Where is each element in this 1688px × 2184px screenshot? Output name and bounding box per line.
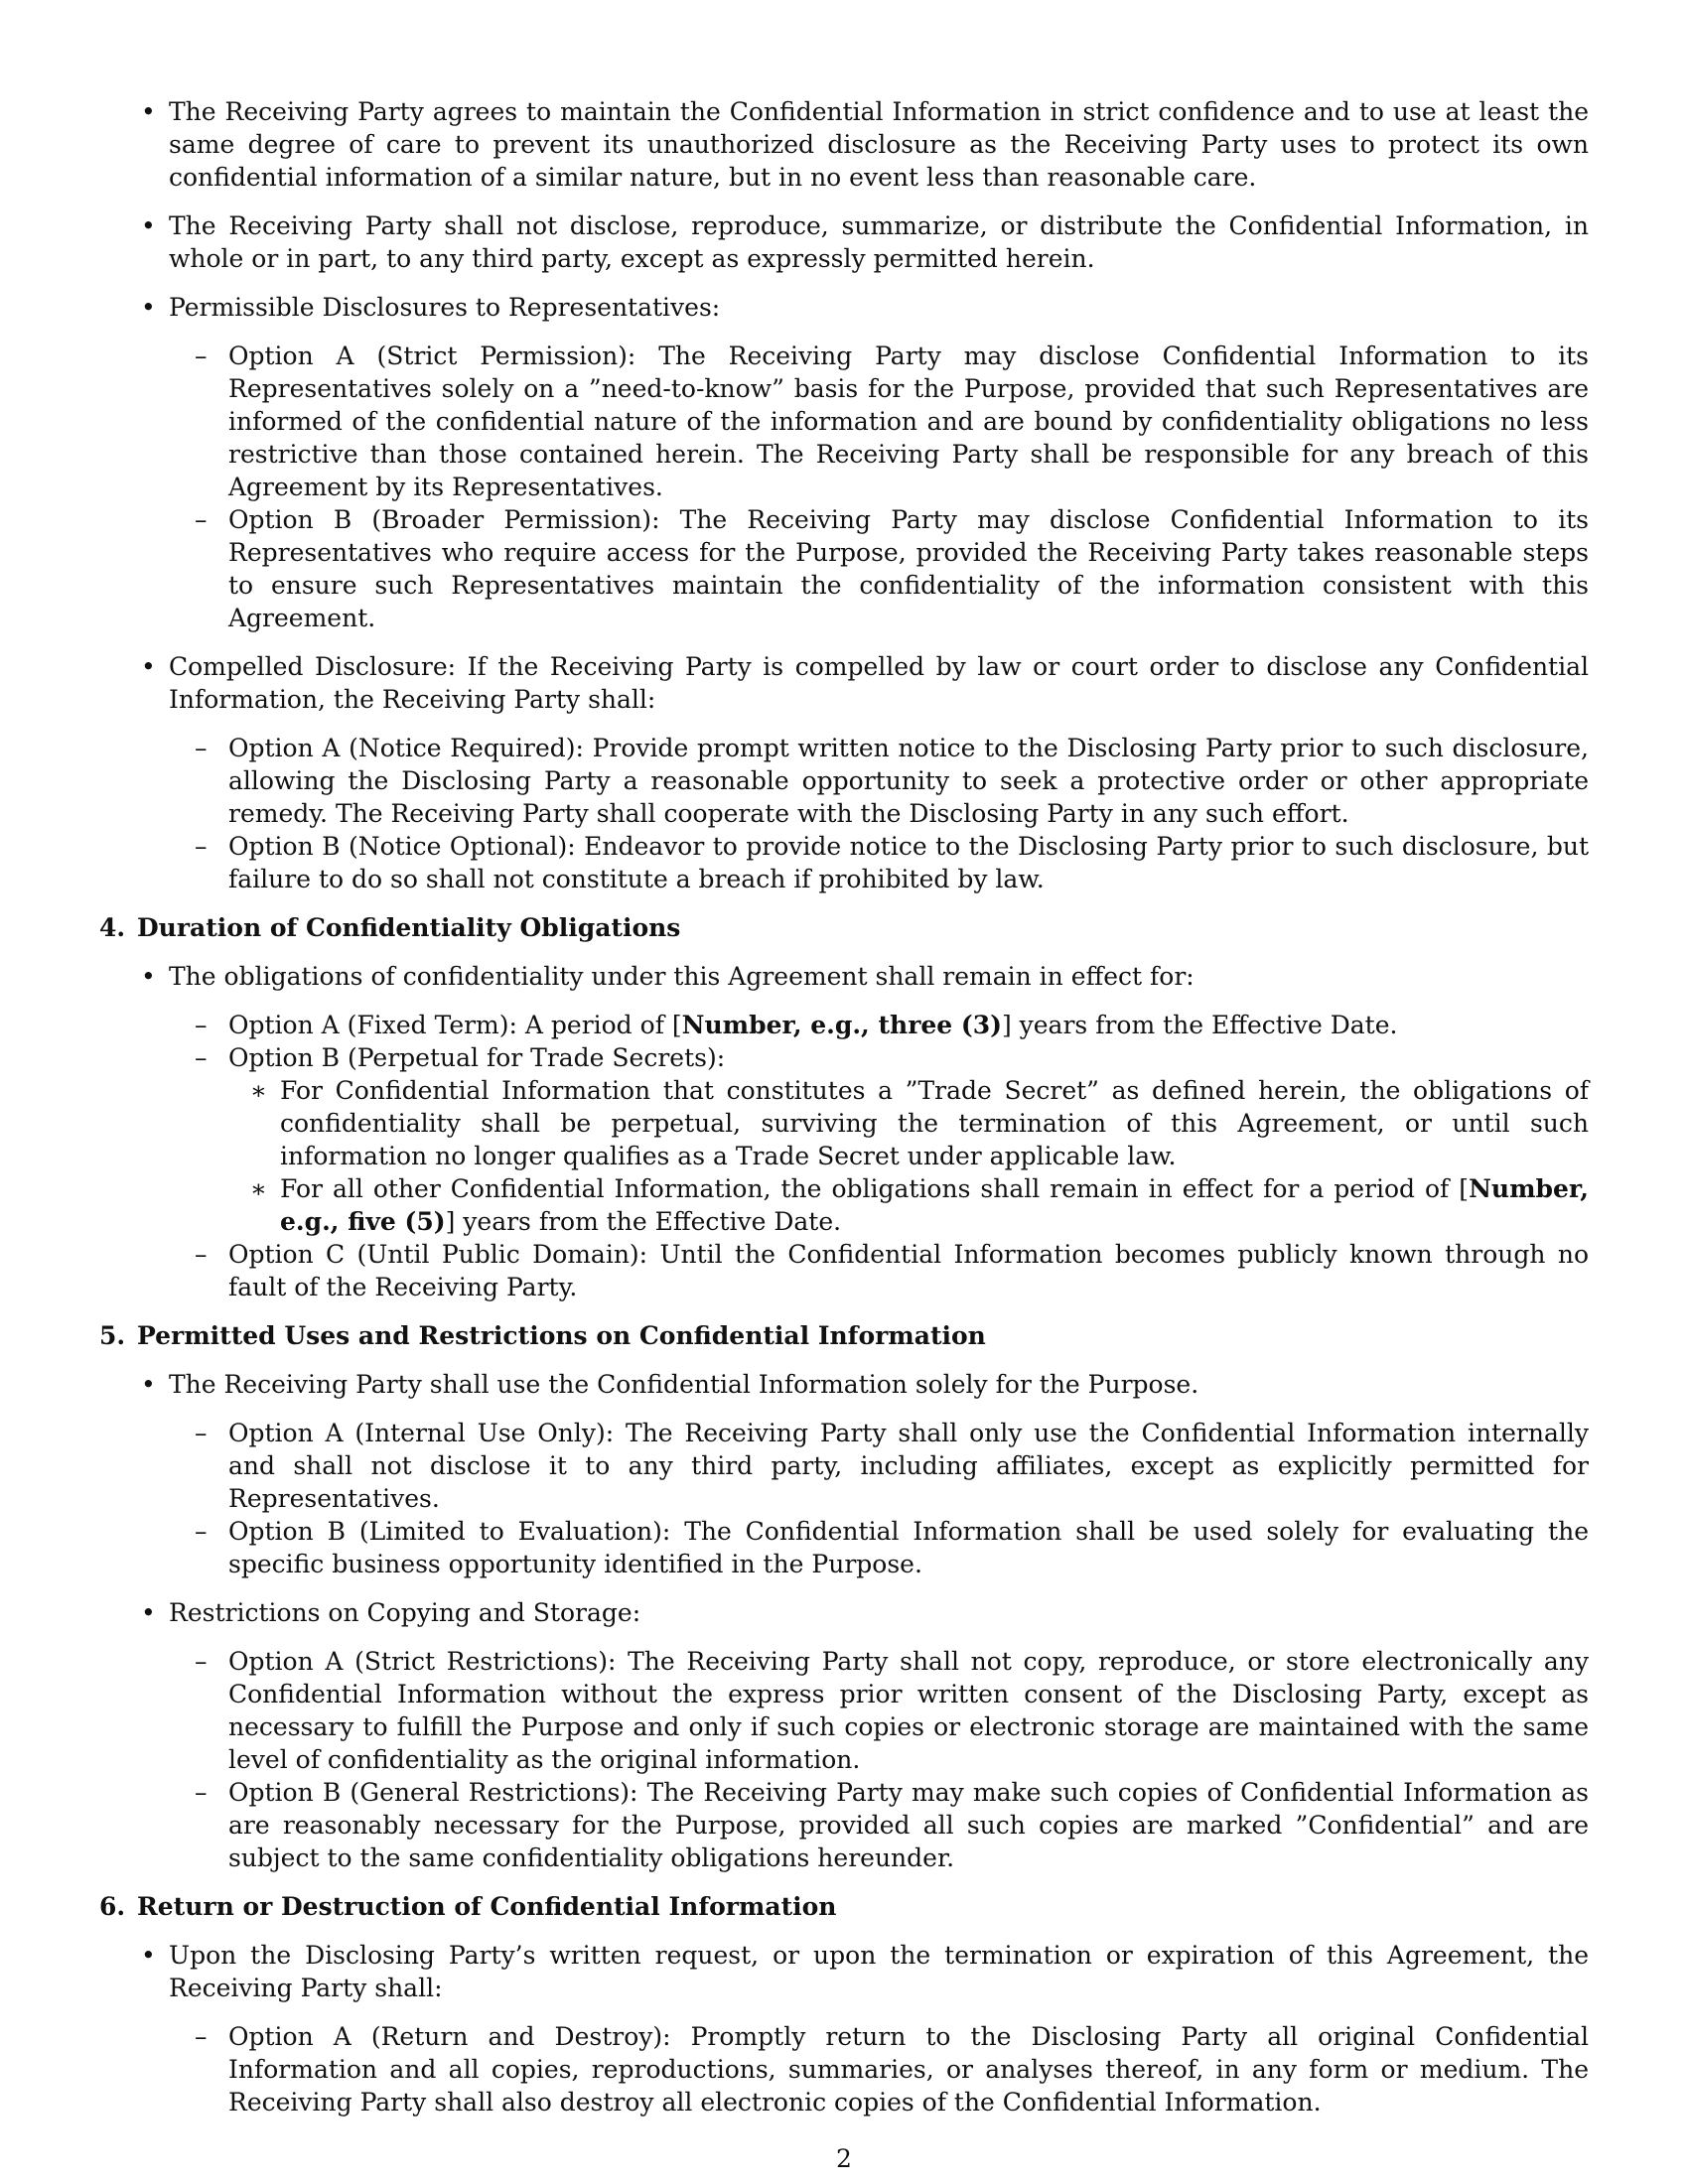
dash-marker: – bbox=[195, 1778, 208, 1807]
section-number: 5. bbox=[99, 1321, 126, 1350]
sub-list-item bbox=[99, 340, 1589, 503]
section-title: Return or Destruction of Confidential Information bbox=[137, 1892, 837, 1921]
placeholder-bold: Number, e.g., five (5) bbox=[280, 1174, 1589, 1236]
bullet-marker: • bbox=[141, 652, 156, 681]
section-heading bbox=[99, 1890, 1589, 1923]
option-text-pre: Option A (Fixed Term): A period of [ bbox=[228, 1011, 682, 1039]
sub-list-item bbox=[99, 1776, 1589, 1874]
sub-list-item bbox=[99, 1515, 1589, 1580]
bullet-marker: • bbox=[141, 962, 156, 991]
list-item bbox=[99, 1596, 1589, 1629]
option-text: Option A (Notice Required): Provide prompt written notice to the Disclosing Party prior to such disclosure, allowing the Disclosing Party a reasonable opportunity to seek a protective order or other appropriate remedy. The Receiving Party shall cooperate with the Disclosing Party in any such effort. bbox=[228, 734, 1589, 828]
sub-list-item bbox=[99, 830, 1589, 895]
sub-list-item bbox=[99, 1645, 1589, 1776]
option-text: Option A (Strict Restrictions): The Receiving Party shall not copy, reproduce, or store electronically any Confidential Information without the express prior written consent of the Disclosing Party, except as necessary to fulfill the Purpose and only if such copies or electronic storage are maintained with the same level of confidentiality as the original information. bbox=[228, 1647, 1589, 1774]
item-text-pre: For all other Confidential Information, the obligations shall remain in effect for a period of [ bbox=[280, 1174, 1470, 1203]
list-item bbox=[99, 650, 1589, 716]
section-heading bbox=[99, 1319, 1589, 1352]
option-text: Option B (General Restrictions): The Receiving Party may make such copies of Confidential Information as are reasonably necessary for the Purpose, provided all such copies are marked ”Confidential” and are subject to the same confidentiality obligations hereunder. bbox=[228, 1778, 1589, 1872]
option-text-post: ] years from the Effective Date. bbox=[1001, 1011, 1398, 1039]
dash-marker: – bbox=[195, 734, 208, 762]
option-text: Option B (Notice Optional): Endeavor to provide notice to the Disclosing Party prior to such disclosure, but failure to do so shall not constitute a breach if prohibited by law. bbox=[228, 832, 1589, 893]
section-number: 4. bbox=[99, 913, 126, 942]
dash-marker: – bbox=[195, 1419, 208, 1447]
sub-list-item bbox=[99, 1041, 1589, 1074]
list-item bbox=[99, 960, 1589, 993]
star-marker: ∗ bbox=[250, 1076, 267, 1105]
list-item bbox=[99, 1368, 1589, 1401]
bullet-text: The Receiving Party shall not disclose, reproduce, summarize, or distribute the Confidential Information, in whole or in part, to any third party, except as expressly permitted herein. bbox=[169, 211, 1589, 273]
bullet-marker: • bbox=[141, 293, 156, 322]
option-text: Option A (Return and Destroy): Promptly return to the Disclosing Party all original Confidential Information and all copies, reproductions, summaries, or analyses thereof, in any form or medium. The Receiving Party shall also destroy all electronic copies of the Confidential Information. bbox=[228, 2022, 1589, 2116]
bullet-text: Permissible Disclosures to Representatives: bbox=[169, 293, 721, 322]
sub-list-item bbox=[99, 1238, 1589, 1303]
sub-sub-list-item bbox=[99, 1172, 1589, 1238]
bullet-text: Compelled Disclosure: If the Receiving Party is compelled by law or court order to disclose any Confidential Information, the Receiving Party shall: bbox=[169, 652, 1589, 714]
option-text: Option A (Internal Use Only): The Receiving Party shall only use the Confidential Information internally and shall not disclose it to any third party, including affiliates, except as explicitly permitted for Representatives. bbox=[228, 1419, 1589, 1513]
section-number: 6. bbox=[99, 1892, 126, 1921]
option-text: Option C (Until Public Domain): Until the Confidential Information becomes publicly known through no fault of the Receiving Party. bbox=[228, 1240, 1589, 1301]
option-text: Option B (Broader Permission): The Receiving Party may disclose Confidential Information to its Representatives who require access for the Purpose, provided the Receiving Party takes reasonable steps to ensure such Representatives maintain the confidentiality of the information consistent with this Agreement. bbox=[228, 505, 1589, 632]
section-heading bbox=[99, 911, 1589, 944]
bullet-text: The Receiving Party agrees to maintain the Confidential Information in strict confidence and to use at least the same degree of care to prevent its unauthorized disclosure as the Receiving Party uses to protect its own confidential information of a similar nature, but in no event less than reasonable care. bbox=[169, 97, 1589, 192]
sub-list-item bbox=[99, 732, 1589, 830]
bullet-marker: • bbox=[141, 97, 156, 126]
dash-marker: – bbox=[195, 1043, 208, 1072]
option-text: Option B (Limited to Evaluation): The Confidential Information shall be used solely for evaluating the specific business opportunity identified in the Purpose. bbox=[228, 1517, 1589, 1578]
dash-marker: – bbox=[195, 1011, 208, 1039]
sub-list-item bbox=[99, 2020, 1589, 2118]
bullet-marker: • bbox=[141, 1941, 156, 1970]
page-number: 2 bbox=[836, 2144, 852, 2173]
dash-marker: – bbox=[195, 2022, 208, 2051]
bullet-marker: • bbox=[141, 1370, 156, 1399]
dash-marker: – bbox=[195, 505, 208, 534]
dash-marker: – bbox=[195, 1517, 208, 1546]
item-text: For Confidential Information that constitutes a ”Trade Secret” as defined herein, the obligations of confidentiality shall be perpetual, surviving the termination of this Agreement, or until such information no longer qualifies as a Trade Secret under applicable law. bbox=[280, 1076, 1589, 1170]
dash-marker: – bbox=[195, 832, 208, 861]
list-item bbox=[99, 1939, 1589, 2004]
option-text: Option A (Strict Permission): The Receiving Party may disclose Confidential Information to its Representatives solely on a ”need-to-know” basis for the Purpose, provided that such Representatives are informed of the confidential nature of the information and are bound by confidentiality obligations no less restrictive than those contained herein. The Receiving Party shall be responsible for any breach of this Agreement by its Representatives. bbox=[228, 341, 1589, 501]
bullet-text: Restrictions on Copying and Storage: bbox=[169, 1598, 641, 1627]
bullet-text: The obligations of confidentiality under this Agreement shall remain in effect for: bbox=[169, 962, 1195, 991]
bullet-text: Upon the Disclosing Party’s written request, or upon the termination or expiration of this Agreement, the Receiving Party shall: bbox=[169, 1941, 1589, 2002]
placeholder-bold: Number, e.g., three (3) bbox=[681, 1011, 1002, 1039]
sub-list-item bbox=[99, 1009, 1589, 1041]
dash-marker: – bbox=[195, 1240, 208, 1269]
sub-list-item bbox=[99, 1417, 1589, 1515]
sub-list-item bbox=[99, 503, 1589, 634]
sub-sub-list-item bbox=[99, 1074, 1589, 1172]
list-item bbox=[99, 209, 1589, 275]
list-item bbox=[99, 95, 1589, 194]
bullet-text: The Receiving Party shall use the Confidential Information solely for the Purpose. bbox=[169, 1370, 1199, 1399]
section-title: Duration of Confidentiality Obligations bbox=[137, 913, 681, 942]
option-text: Option B (Perpetual for Trade Secrets): bbox=[228, 1043, 726, 1072]
section-title: Permitted Uses and Restrictions on Confidential Information bbox=[137, 1321, 986, 1350]
dash-marker: – bbox=[195, 1647, 208, 1676]
bullet-marker: • bbox=[141, 1598, 156, 1627]
bullet-marker: • bbox=[141, 211, 156, 240]
list-item bbox=[99, 291, 1589, 324]
item-text-post: ] years from the Effective Date. bbox=[445, 1207, 842, 1236]
document-page bbox=[99, 95, 1589, 2118]
dash-marker: – bbox=[195, 341, 208, 370]
star-marker: ∗ bbox=[250, 1174, 267, 1203]
